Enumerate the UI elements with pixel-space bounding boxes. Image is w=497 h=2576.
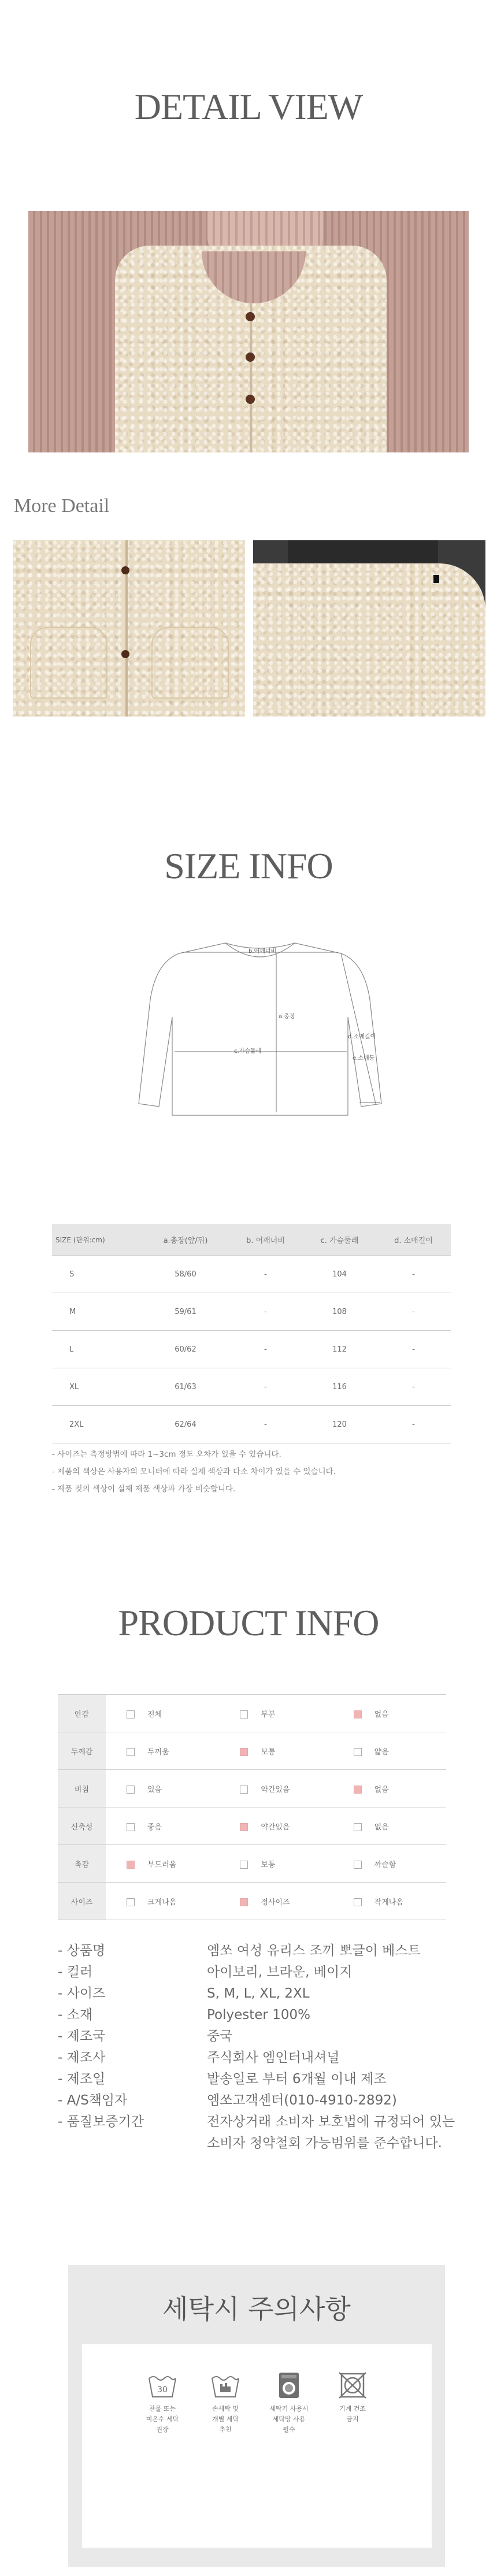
spec-key: - 제조국: [58, 2029, 106, 2044]
length-cell: 60/62: [143, 1331, 228, 1368]
attribute-option: [219, 1732, 332, 1770]
detail-view-title: DETAIL VIEW: [134, 86, 363, 127]
attribute-option: [333, 1732, 446, 1770]
chest-label: c.가슴둘레: [234, 1048, 262, 1055]
care-text: 기계 건조: [339, 2405, 366, 2412]
chest-cell: 120: [303, 1406, 376, 1443]
spec-key: - 품질보증기간: [58, 2114, 144, 2129]
chest-cell: 104: [303, 1256, 376, 1293]
vest-placket: [250, 303, 252, 452]
spec-key: - 소재: [58, 2007, 93, 2022]
care-text: 추천: [219, 2426, 232, 2433]
attribute-option: [106, 1732, 219, 1770]
option-label: 얇음: [374, 1747, 389, 1757]
attribute-option: [333, 1770, 446, 1807]
shoulder-cell: -: [228, 1406, 303, 1443]
detail-photo-back: [253, 540, 485, 717]
care-text: 필수: [283, 2426, 295, 2433]
care-text: 손세탁 및: [212, 2405, 239, 2412]
checked-box-icon: [354, 1786, 362, 1794]
sleeve-cell: -: [376, 1293, 451, 1331]
wash-30-icon: [147, 2371, 178, 2400]
more-detail-label: More Detail: [14, 495, 110, 517]
chest-cell: 116: [303, 1368, 376, 1406]
size-info-title: SIZE INFO: [164, 845, 333, 886]
sleeve-cell: -: [376, 1406, 451, 1443]
shoulder-cell: -: [228, 1331, 303, 1368]
checked-box-icon: [127, 1861, 135, 1869]
attribute-option: [219, 1770, 332, 1807]
spec-key: - 제조사: [58, 2050, 106, 2065]
checkbox-icon: [354, 1898, 362, 1906]
table-row: [58, 1845, 446, 1883]
note-line: - 제품 컷의 색상이 실제 제품 색상과 가장 비슷합니다.: [52, 1484, 236, 1494]
table-row: [58, 1770, 446, 1807]
washing-machine-icon: [273, 2371, 305, 2400]
checkbox-icon: [240, 1786, 248, 1794]
note-line: - 제품의 색상은 사용자의 모니터에 따라 실제 색상과 다소 차이가 있을 수 있습니다.: [52, 1467, 336, 1476]
spec-row: [58, 2005, 455, 2026]
option-label: 없음: [374, 1785, 389, 1794]
vest-back-fleece: [253, 563, 485, 717]
care-text: 금지: [346, 2415, 359, 2423]
spec-row: [58, 1962, 455, 1983]
spec-row: [58, 2090, 455, 2111]
spec-row: [58, 1983, 455, 2005]
label-tag: [433, 575, 439, 583]
option-label: 전체: [147, 1710, 162, 1719]
product-spec-list: [58, 1940, 455, 2154]
note-line: - 사이즈는 측정방법에 따라 1~3cm 정도 오차가 있을 수 있습니다.: [52, 1450, 281, 1459]
hand-wash-icon: [210, 2371, 241, 2400]
button-icon: [246, 352, 255, 362]
spec-key: - A/S책임자: [58, 2093, 128, 2108]
sleeve-length-label: d.소매길이: [348, 1034, 376, 1040]
option-label: 있음: [147, 1785, 162, 1794]
spec-row: [58, 2026, 455, 2047]
table-row: [52, 1293, 451, 1331]
attribute-label: 사이즈: [58, 1883, 106, 1920]
spec-value: Polyester 100%: [207, 2007, 310, 2022]
spec-key: - 상품명: [58, 1943, 106, 1958]
spec-value: 아이보리, 브라운, 베이지: [207, 1965, 353, 1980]
table-row: [52, 1256, 451, 1293]
attribute-option: [219, 1883, 332, 1920]
size-diagram: [133, 930, 387, 1127]
attribute-label: 촉감: [58, 1845, 106, 1883]
attribute-option: [219, 1807, 332, 1845]
button-icon: [121, 566, 129, 574]
option-label: 두꺼움: [147, 1747, 169, 1757]
product-info-title: PRODUCT INFO: [118, 1602, 379, 1643]
shoulder-cell: -: [228, 1256, 303, 1293]
length-label: a.총장: [279, 1014, 295, 1020]
cuff-label: e.소매통: [353, 1055, 375, 1061]
column-header: d. 소매길이: [376, 1224, 451, 1256]
checked-box-icon: [240, 1748, 248, 1756]
length-cell: 62/64: [143, 1406, 228, 1443]
care-icons-box: [82, 2344, 432, 2548]
attribute-label: 안감: [58, 1695, 106, 1732]
attribute-label: 신축성: [58, 1807, 106, 1845]
spec-row: [58, 2111, 455, 2133]
svg-text:30: 30: [157, 2385, 168, 2395]
sleeve-cell: -: [376, 1331, 451, 1368]
attribute-option: [333, 1695, 446, 1732]
spec-value: 엠쏘고객센터(010-4910-2892): [207, 2093, 397, 2108]
shoulder-cell: -: [228, 1293, 303, 1331]
table-row: [52, 1368, 451, 1406]
care-title: 세탁시 주의사항: [162, 2293, 351, 2325]
spec-value: S, M, L, XL, 2XL: [207, 1986, 310, 2001]
spec-value: 소비자 청약철회 가능범위를 준수합니다.: [207, 2136, 442, 2151]
checkbox-icon: [127, 1710, 135, 1718]
care-text: 권장: [156, 2426, 169, 2433]
option-label: 부분: [261, 1710, 276, 1719]
chest-cell: 108: [303, 1293, 376, 1331]
table-row: [58, 1883, 446, 1920]
length-cell: 59/61: [143, 1293, 228, 1331]
care-text: 찬물 또는: [149, 2405, 176, 2412]
size-cell: XL: [52, 1368, 143, 1406]
length-cell: 61/63: [143, 1368, 228, 1406]
checked-box-icon: [240, 1823, 248, 1831]
attribute-option: [106, 1845, 219, 1883]
care-item: [263, 2371, 315, 2435]
option-label: 좋음: [147, 1822, 162, 1832]
care-text: 세탁망 사용: [272, 2415, 306, 2423]
option-label: 보통: [261, 1860, 276, 1869]
care-item: [136, 2371, 188, 2435]
main-product-photo: [28, 211, 469, 452]
option-label: 없음: [374, 1822, 389, 1832]
button-icon: [121, 650, 129, 658]
care-text: 세탁기 사용시: [269, 2405, 309, 2412]
spec-row: [58, 2069, 455, 2090]
checkbox-icon: [240, 1861, 248, 1869]
size-cell: 2XL: [52, 1406, 143, 1443]
spec-row: [58, 1940, 455, 1962]
column-header: c. 가슴둘레: [303, 1224, 376, 1256]
spec-key: - 제조일: [58, 2072, 106, 2087]
size-cell: S: [52, 1256, 143, 1293]
length-cell: 58/60: [143, 1256, 228, 1293]
attribute-option: [333, 1845, 446, 1883]
spec-key: - 사이즈: [58, 1986, 106, 2001]
size-notes: [52, 1446, 336, 1498]
column-header: a.총장(앞/뒤): [143, 1224, 228, 1256]
pocket-right: [151, 627, 229, 699]
care-text: 미온수 세탁: [146, 2415, 179, 2423]
product-attribute-table: [58, 1694, 446, 1920]
spec-value: 중국: [207, 2029, 233, 2044]
table-row: [58, 1732, 446, 1770]
no-tumble-dry-icon: [337, 2371, 368, 2400]
column-header: SIZE (단위:cm): [52, 1224, 143, 1256]
care-item: [199, 2371, 251, 2435]
attribute-option: [106, 1770, 219, 1807]
pocket-left: [30, 627, 107, 699]
care-item: [327, 2371, 379, 2425]
spec-key: - 컬러: [58, 1965, 93, 1980]
shoulder-cell: -: [228, 1368, 303, 1406]
checkbox-icon: [354, 1823, 362, 1831]
table-row: [52, 1331, 451, 1368]
option-label: 약간있음: [261, 1822, 290, 1832]
option-label: 까슬함: [374, 1860, 396, 1869]
table-row: [58, 1807, 446, 1845]
spec-row: [58, 2133, 455, 2154]
attribute-option: [333, 1883, 446, 1920]
shoulder-label: b.어깨너비: [248, 948, 277, 955]
chest-cell: 112: [303, 1331, 376, 1368]
checked-box-icon: [354, 1710, 362, 1718]
attribute-option: [106, 1807, 219, 1845]
size-table: [52, 1224, 451, 1443]
hanger-area: [288, 540, 438, 563]
size-table-header: [52, 1224, 451, 1256]
spec-value: 전자상거래 소비자 보호법에 규정되어 있는: [207, 2114, 455, 2129]
checkbox-icon: [354, 1861, 362, 1869]
table-row: [58, 1695, 446, 1732]
attribute-option: [106, 1695, 219, 1732]
button-icon: [246, 395, 255, 404]
option-label: 크게나옴: [147, 1898, 177, 1907]
attribute-label: 두께감: [58, 1732, 106, 1770]
size-cell: L: [52, 1331, 143, 1368]
checkbox-icon: [127, 1748, 135, 1756]
attribute-option: [219, 1695, 332, 1732]
attribute-option: [106, 1883, 219, 1920]
care-text: 개별 세탁: [212, 2415, 239, 2423]
attribute-option: [219, 1845, 332, 1883]
sleeve-cell: -: [376, 1368, 451, 1406]
attribute-option: [333, 1807, 446, 1845]
size-cell: M: [52, 1293, 143, 1331]
checkbox-icon: [127, 1823, 135, 1831]
spec-value: 발송일로 부터 6개월 이내 제조: [207, 2072, 387, 2087]
option-label: 보통: [261, 1747, 276, 1757]
button-icon: [246, 312, 255, 321]
spec-value: 엠쏘 여성 유리스 조끼 뽀글이 베스트: [207, 1943, 421, 1958]
option-label: 부드러움: [147, 1860, 177, 1869]
checkbox-icon: [127, 1786, 135, 1794]
column-header: b. 어깨너비: [228, 1224, 303, 1256]
checkbox-icon: [127, 1898, 135, 1906]
option-label: 없음: [374, 1710, 389, 1719]
spec-value: 주식회사 엠인터내셔널: [207, 2050, 340, 2065]
checkbox-icon: [354, 1748, 362, 1756]
option-label: 작게나옴: [374, 1898, 403, 1907]
attribute-label: 비침: [58, 1770, 106, 1807]
checkbox-icon: [240, 1710, 248, 1718]
option-label: 약간있음: [261, 1785, 290, 1794]
spec-row: [58, 2047, 455, 2069]
option-label: 정사이즈: [261, 1898, 290, 1907]
detail-photo-pocket: [13, 540, 245, 717]
sleeve-cell: -: [376, 1256, 451, 1293]
checked-box-icon: [240, 1898, 248, 1906]
table-row: [52, 1406, 451, 1443]
